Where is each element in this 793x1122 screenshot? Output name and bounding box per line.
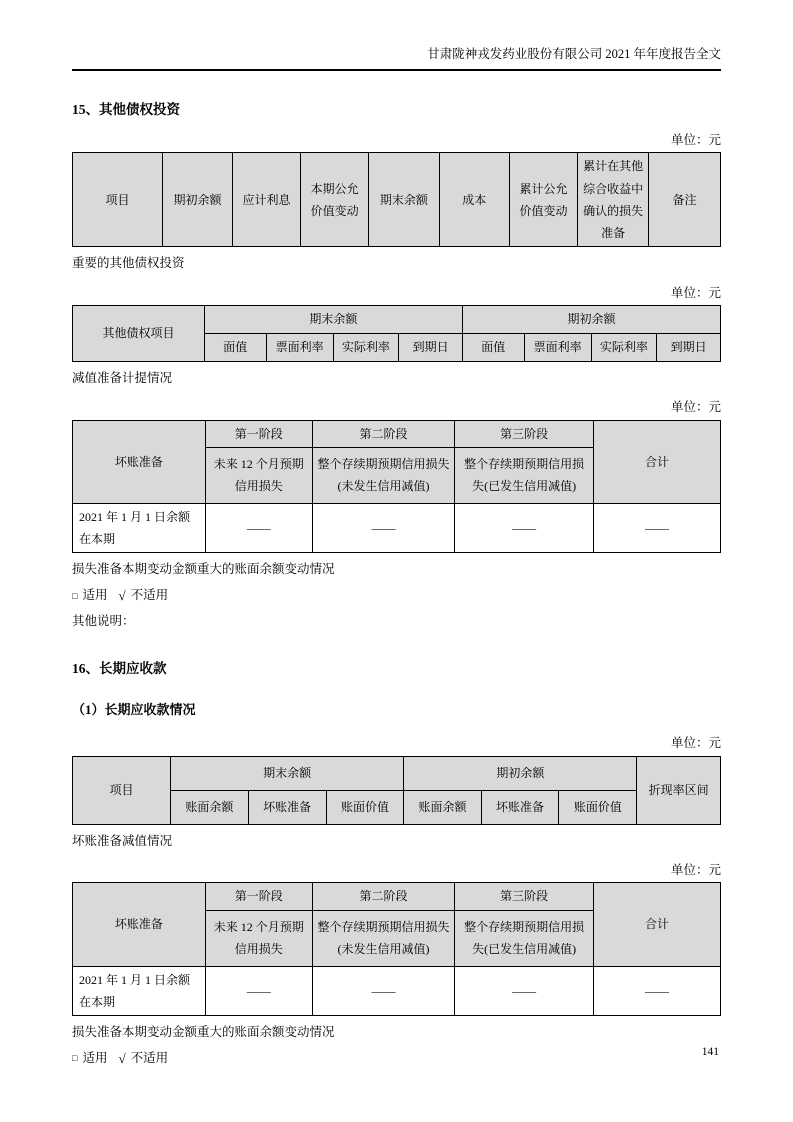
- table-cell-dash: ——: [455, 503, 594, 552]
- th-stage-1: 第一阶段: [205, 883, 312, 910]
- report-title: 甘肃陇神戎发药业股份有限公司 2021 年年度报告全文: [427, 47, 721, 61]
- th-bad-debt-provision: 坏账准备: [73, 420, 206, 503]
- applicable-label: 适用: [82, 1050, 108, 1065]
- applicable-label: 适用: [82, 588, 108, 603]
- th-stage-2-desc: 整个存续期预期信用损失(未发生信用减值): [312, 910, 455, 966]
- th-project: 项目: [73, 153, 163, 247]
- th-closing-balance-group: 期末余额: [170, 756, 403, 790]
- check-icon: √: [118, 1050, 126, 1066]
- th-stage-1-desc: 未来 12 个月预期信用损失: [205, 447, 312, 503]
- long-term-receivables-table: [72, 756, 721, 825]
- th-book-balance: 账面余额: [404, 790, 481, 824]
- not-applicable-label: 不适用: [130, 588, 169, 603]
- th-current-fair-value-change: 本期公允价值变动: [301, 153, 369, 247]
- unit-label: 单位：元: [670, 285, 721, 300]
- table-cell-dash: ——: [455, 966, 594, 1015]
- checkbox-unchecked-icon: □: [72, 1053, 78, 1064]
- applicability-line: [72, 1050, 721, 1068]
- bad-debt-impairment-note: 坏账准备减值情况: [72, 833, 173, 848]
- th-maturity-date: 到期日: [399, 333, 463, 361]
- table-cell-dash: ——: [205, 966, 312, 1015]
- checkbox-unchecked-icon: □: [72, 590, 78, 601]
- th-book-value: 账面价值: [559, 790, 637, 824]
- applicability-line: [72, 587, 721, 605]
- th-coupon-rate: 票面利率: [524, 333, 591, 361]
- check-icon: √: [118, 587, 126, 603]
- th-stage-2-desc: 整个存续期预期信用损失(未发生信用减值): [312, 447, 455, 503]
- th-face-value: 面值: [462, 333, 524, 361]
- table-cell-dash: ——: [205, 503, 312, 552]
- other-note-label: 其他说明：: [72, 613, 135, 628]
- unit-label: 单位：元: [670, 736, 721, 751]
- loss-provision-change-note: 损失准备本期变动金额重大的账面余额变动情况: [72, 562, 335, 577]
- impairment-provision-note: 减值准备计提情况: [72, 370, 173, 385]
- th-closing-balance: 期末余额: [369, 153, 440, 247]
- unit-label: 单位：元: [670, 863, 721, 878]
- section-15-title: 15、其他债权投资: [72, 102, 180, 118]
- table-cell-dash: ——: [312, 503, 455, 552]
- important-other-debt-note: 重要的其他债权投资: [72, 256, 185, 271]
- th-stage-3-desc: 整个存续期预期信用损失(已发生信用减值): [455, 447, 594, 503]
- table-cell-dash: ——: [312, 966, 455, 1015]
- th-stage-3: 第三阶段: [455, 883, 594, 910]
- th-stage-2: 第二阶段: [312, 420, 455, 447]
- th-cost: 成本: [439, 153, 509, 247]
- th-stage-1: 第一阶段: [205, 420, 312, 447]
- th-accrued-interest: 应计利息: [233, 153, 301, 247]
- page-header: [72, 46, 721, 71]
- th-stage-1-desc: 未来 12 个月预期信用损失: [205, 910, 312, 966]
- bad-debt-provision-table-s15: [72, 420, 721, 554]
- th-stage-3-desc: 整个存续期预期信用损失(已发生信用减值): [455, 910, 594, 966]
- th-opening-balance-group: 期初余额: [404, 756, 637, 790]
- bad-debt-provision-table-s16: [72, 882, 721, 1016]
- th-cumulative-fair-value-change: 累计公允价值变动: [509, 153, 578, 247]
- th-bad-debt-provision: 坏账准备: [481, 790, 559, 824]
- th-remarks: 备注: [649, 153, 721, 247]
- unit-label: 单位：元: [670, 400, 721, 415]
- section-16-title: 16、长期应收款: [72, 661, 167, 677]
- th-total: 合计: [593, 420, 720, 503]
- th-stage-3: 第三阶段: [455, 420, 594, 447]
- section-16-1-title: （1）长期应收款情况: [72, 702, 196, 718]
- row-label-opening-balance: 2021 年 1 月 1 日余额在本期: [73, 966, 206, 1015]
- th-stage-2: 第二阶段: [312, 883, 455, 910]
- th-book-balance: 账面余额: [170, 790, 248, 824]
- th-cumulative-oci-loss-provision: 累计在其他综合收益中确认的损失准备: [578, 153, 649, 247]
- loss-provision-change-note: 损失准备本期变动金额重大的账面余额变动情况: [72, 1025, 335, 1040]
- table-cell-dash: ——: [593, 503, 720, 552]
- unit-label: 单位：元: [670, 133, 721, 148]
- th-opening-balance: 期初余额: [163, 153, 233, 247]
- th-bad-debt-provision: 坏账准备: [248, 790, 326, 824]
- other-debt-items-table: [72, 305, 721, 362]
- th-other-debt-item: 其他债权项目: [73, 305, 205, 361]
- th-maturity-date: 到期日: [657, 333, 721, 361]
- not-applicable-label: 不适用: [130, 1050, 169, 1065]
- th-effective-rate: 实际利率: [333, 333, 399, 361]
- table-cell-dash: ——: [593, 966, 720, 1015]
- th-project: 项目: [73, 756, 171, 824]
- th-book-value: 账面价值: [326, 790, 404, 824]
- row-label-opening-balance: 2021 年 1 月 1 日余额在本期: [73, 503, 206, 552]
- th-face-value: 面值: [204, 333, 266, 361]
- th-effective-rate: 实际利率: [591, 333, 657, 361]
- other-debt-investment-table: [72, 152, 721, 247]
- th-total: 合计: [593, 883, 720, 966]
- page-number: 141: [701, 1046, 719, 1058]
- th-coupon-rate: 票面利率: [266, 333, 333, 361]
- th-opening-balance-group: 期初余额: [462, 305, 720, 333]
- th-closing-balance-group: 期末余额: [204, 305, 462, 333]
- th-bad-debt-provision: 坏账准备: [73, 883, 206, 966]
- th-discount-rate-range: 折现率区间: [637, 756, 721, 824]
